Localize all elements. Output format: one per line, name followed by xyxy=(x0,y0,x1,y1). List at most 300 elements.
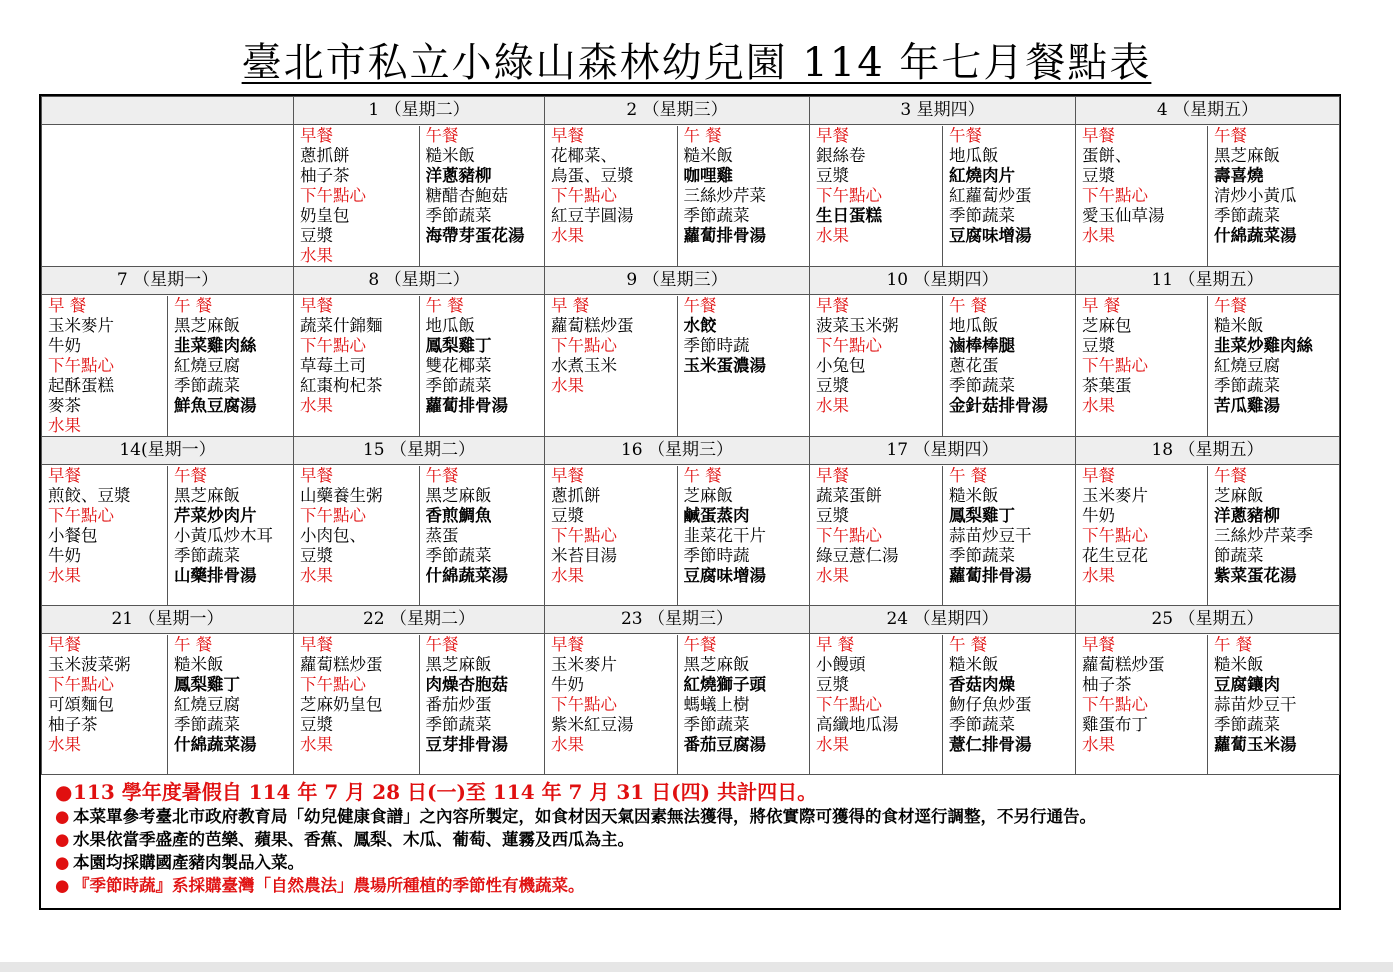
meal-item: 柚子茶 xyxy=(300,166,350,185)
meal-item: 番茄炒蛋 xyxy=(425,695,492,714)
lunch-column xyxy=(426,126,545,266)
meal-item: 午 餐 xyxy=(425,296,464,315)
day-header: 16 （星期三） xyxy=(545,437,810,465)
meal-item: 韭菜雞肉絲 xyxy=(174,336,257,355)
note-text: 113 學年度暑假自 114 年 7 月 28 日(一)至 114 年 7 月 31 日(四) 共計四日。 xyxy=(73,780,818,804)
meal-item: 午餐 xyxy=(683,635,717,654)
meal-item: 下午點心 xyxy=(1082,526,1148,545)
meal-item: 季節蔬菜 xyxy=(174,546,240,565)
meal-item: 紫米紅豆湯 xyxy=(551,715,634,734)
day-header: 10 （星期四） xyxy=(810,267,1076,295)
meal-item: 季節蔬菜 xyxy=(1214,206,1280,225)
meal-item: 鳥蛋、豆漿 xyxy=(551,166,634,185)
day-meals xyxy=(294,465,545,606)
meal-item: 黑芝麻飯 xyxy=(1214,146,1280,165)
meal-item: 什綿蔬菜湯 xyxy=(1214,226,1297,245)
meal-item: 牛奶 xyxy=(551,675,584,694)
meal-item: 下午點心 xyxy=(816,336,882,355)
meal-item: 水果 xyxy=(1082,735,1115,754)
meal-item: 蘿蔔糕炒蛋 xyxy=(300,655,383,674)
meal-item: 蒸蛋 xyxy=(425,526,459,545)
meal-item: 季節蔬菜 xyxy=(949,546,1015,565)
day-meals xyxy=(810,634,1076,775)
note-text: 本菜單參考臺北市政府教育局「幼兒健康食譜」之內容所製定，如食材因天氣因素無法獲得，將依實際可獲得的食材逕行調整，不另行通告。 xyxy=(73,807,1096,826)
meal-item: 水果 xyxy=(816,566,849,585)
lunch-column xyxy=(1214,635,1339,774)
meal-item: 蘿蔔排骨湯 xyxy=(949,566,1032,585)
day-meals xyxy=(294,295,545,437)
meal-item: 黑芝麻飯 xyxy=(425,655,492,674)
meal-item: 香煎鯛魚 xyxy=(425,506,492,525)
lunch-column xyxy=(174,296,293,436)
breakfast-snack-column xyxy=(551,466,678,605)
breakfast-snack-column xyxy=(816,466,943,605)
bullet-icon: ● xyxy=(55,780,73,804)
meal-item: 午 餐 xyxy=(683,466,722,485)
meal-item: 下午點心 xyxy=(300,506,366,525)
meal-item: 黑芝麻飯 xyxy=(683,655,750,674)
meal-item: 山藥養生粥 xyxy=(300,486,383,505)
meal-item: 水果 xyxy=(816,735,849,754)
day-meals xyxy=(810,465,1076,606)
meal-item: 午 餐 xyxy=(949,466,988,485)
meal-item: 午餐 xyxy=(683,296,717,315)
meal-item: 紅燒獅子頭 xyxy=(683,675,766,694)
meal-item: 什綿蔬菜湯 xyxy=(174,735,257,754)
meal-item: 下午點心 xyxy=(1082,695,1148,714)
meal-item: 雙花椰菜 xyxy=(425,356,492,375)
meal-item: 下午點心 xyxy=(816,526,882,545)
meal-item: 水果 xyxy=(1082,226,1115,245)
meal-item: 地瓜飯 xyxy=(949,316,999,335)
meal-item: 豆漿 xyxy=(551,506,584,525)
meal-item: 蘿蔔排骨湯 xyxy=(683,226,766,245)
meal-item: 小肉包、 xyxy=(300,526,366,545)
meal-item: 下午點心 xyxy=(300,186,366,205)
day-header: 8 （星期二） xyxy=(294,267,545,295)
meal-item: 豆漿 xyxy=(816,376,849,395)
meal-item: 芝麻包 xyxy=(1082,316,1132,335)
meal-item: 韭菜花干片 xyxy=(683,526,766,545)
meal-item: 豆芽排骨湯 xyxy=(425,735,508,754)
lunch-column xyxy=(174,466,293,605)
meal-item: 下午點心 xyxy=(551,695,617,714)
meal-item: 下午點心 xyxy=(1082,356,1148,375)
meal-item: 早餐 xyxy=(300,635,333,654)
meal-item: 早餐 xyxy=(551,635,584,654)
breakfast-snack-column xyxy=(300,296,420,436)
meal-item: 小饅頭 xyxy=(816,655,866,674)
meal-item: 糙米飯 xyxy=(949,655,999,674)
week-meal-row xyxy=(42,125,1340,267)
note-item xyxy=(49,779,1333,805)
meal-item: 早 餐 xyxy=(551,296,590,315)
meal-item: 香菇肉燥 xyxy=(949,675,1015,694)
meal-item: 銀絲卷 xyxy=(816,146,866,165)
breakfast-snack-column xyxy=(551,635,678,774)
lunch-column xyxy=(949,635,1075,774)
meal-item: 玉米蛋濃湯 xyxy=(683,356,766,375)
note-text: 本園均採購國產豬肉製品入菜。 xyxy=(73,853,304,872)
meal-item: 玉米菠菜粥 xyxy=(48,655,131,674)
breakfast-snack-column xyxy=(1082,296,1208,436)
meal-item: 茶葉蛋 xyxy=(1082,376,1132,395)
meal-item: 紅燒豆腐 xyxy=(1214,356,1280,375)
meal-item: 季節蔬菜 xyxy=(425,546,492,565)
meal-item: 壽喜燒 xyxy=(1214,166,1264,185)
bullet-icon: ● xyxy=(55,830,70,849)
meal-item: 蘿蔔玉米湯 xyxy=(1214,735,1297,754)
meal-item: 草莓土司 xyxy=(300,356,366,375)
bullet-icon: ● xyxy=(55,807,70,826)
meal-item: 早 餐 xyxy=(816,635,855,654)
day-header: 18 （星期五） xyxy=(1076,437,1340,465)
day-meals xyxy=(545,295,810,437)
meal-item: 地瓜飯 xyxy=(949,146,999,165)
meal-item: 季節時蔬 xyxy=(683,546,750,565)
meal-item: 鹹蛋蒸肉 xyxy=(683,506,750,525)
meal-item: 螞蟻上樹 xyxy=(683,695,750,714)
meal-item: 蘿蔔糕炒蛋 xyxy=(551,316,634,335)
meal-item: 紫菜蛋花湯 xyxy=(1214,566,1297,585)
meal-item: 鳳梨雞丁 xyxy=(174,675,240,694)
meal-item: 糙米飯 xyxy=(1214,316,1264,335)
meal-item: 薏仁排骨湯 xyxy=(949,735,1032,754)
lunch-column xyxy=(1214,296,1339,436)
meal-item: 小餐包 xyxy=(48,526,98,545)
meal-item: 紅燒肉片 xyxy=(949,166,1015,185)
day-meals xyxy=(810,125,1076,267)
meal-item: 芹菜炒肉片 xyxy=(174,506,257,525)
meal-item: 午 餐 xyxy=(949,296,988,315)
day-header: 23 （星期三） xyxy=(545,606,810,634)
meal-item: 豆腐味增湯 xyxy=(683,566,766,585)
meal-item: 季節蔬菜 xyxy=(174,715,240,734)
meal-item: 蒜苗炒豆干 xyxy=(1214,695,1297,714)
meal-item: 菠菜玉米粥 xyxy=(816,316,899,335)
lunch-column xyxy=(426,296,545,436)
meal-item: 紅燒豆腐 xyxy=(174,356,240,375)
meal-item: 早餐 xyxy=(816,126,849,145)
note-item xyxy=(49,828,1333,851)
meal-item: 牛奶 xyxy=(1082,506,1115,525)
meal-item: 午 餐 xyxy=(683,126,722,145)
meal-item: 豆漿 xyxy=(1082,166,1115,185)
meal-item: 紅蘿蔔炒蛋 xyxy=(949,186,1032,205)
meal-item: 肉燥杏胞菇 xyxy=(425,675,508,694)
week-header-row xyxy=(42,97,1340,125)
week-header-row xyxy=(42,267,1340,295)
day-meals xyxy=(42,465,294,606)
day-meals xyxy=(294,634,545,775)
day-meals xyxy=(545,125,810,267)
empty-header-cell xyxy=(42,97,294,125)
meal-item: 節蔬菜 xyxy=(1214,546,1264,565)
meal-item: 海帶芽蛋花湯 xyxy=(425,226,525,245)
meal-item: 午餐 xyxy=(174,466,207,485)
week-header-row xyxy=(42,437,1340,465)
meal-item: 午餐 xyxy=(1214,296,1247,315)
meal-item: 下午點心 xyxy=(300,336,366,355)
meal-item: 芝麻飯 xyxy=(683,486,733,505)
day-meals xyxy=(1076,465,1340,606)
day-header: 7 （星期一） xyxy=(42,267,294,295)
day-meals xyxy=(1076,125,1340,267)
meal-item: 季節蔬菜 xyxy=(683,715,750,734)
breakfast-snack-column xyxy=(551,296,678,436)
meal-item: 豆漿 xyxy=(300,226,333,245)
meal-item: 水果 xyxy=(300,396,333,415)
meal-item: 早餐 xyxy=(551,126,584,145)
meal-item: 鮮魚豆腐湯 xyxy=(174,396,257,415)
meal-item: 水果 xyxy=(551,226,584,245)
breakfast-snack-column xyxy=(816,126,943,266)
meal-item: 季節時蔬 xyxy=(683,336,750,355)
meal-item: 早餐 xyxy=(1082,126,1115,145)
meal-item: 玉米麥片 xyxy=(48,316,114,335)
breakfast-snack-column xyxy=(300,466,420,605)
day-meals xyxy=(545,634,810,775)
meal-item: 季節蔬菜 xyxy=(425,715,492,734)
meal-item: 糙米飯 xyxy=(1214,655,1264,674)
meal-item: 芝麻飯 xyxy=(1214,486,1264,505)
meal-item: 蒜苗炒豆干 xyxy=(949,526,1032,545)
meal-item: 季節蔬菜 xyxy=(1214,376,1280,395)
meal-table xyxy=(41,96,1340,775)
meal-item: 季節蔬菜 xyxy=(174,376,240,395)
week-meal-row xyxy=(42,465,1340,606)
meal-item: 季節蔬菜 xyxy=(683,206,750,225)
meal-item: 早餐 xyxy=(816,296,849,315)
meal-item: 洋蔥豬柳 xyxy=(425,166,492,185)
meal-item: 豆漿 xyxy=(300,546,333,565)
meal-item: 紅棗枸杞茶 xyxy=(300,376,383,395)
meal-item: 下午點心 xyxy=(48,675,114,694)
lunch-column xyxy=(949,126,1075,266)
meal-item: 紅豆芋圓湯 xyxy=(551,206,634,225)
meal-item: 糙米飯 xyxy=(683,146,733,165)
week-meal-row xyxy=(42,634,1340,775)
lunch-column xyxy=(684,296,810,436)
meal-item: 下午點心 xyxy=(48,506,114,525)
meal-item: 下午點心 xyxy=(300,675,366,694)
meal-item: 水果 xyxy=(551,735,584,754)
breakfast-snack-column xyxy=(816,296,943,436)
meal-item: 豆漿 xyxy=(816,166,849,185)
meal-item: 水果 xyxy=(300,246,333,265)
meal-item: 黑芝麻飯 xyxy=(174,316,240,335)
note-text: 『季節時蔬』系採購臺灣「自然農法」農場所種植的季節性有機蔬菜。 xyxy=(73,876,585,895)
page-bottom-strip xyxy=(0,962,1393,972)
meal-item: 蔬菜蛋餅 xyxy=(816,486,882,505)
meal-item: 豆漿 xyxy=(816,675,849,694)
meal-item: 玉米麥片 xyxy=(551,655,617,674)
meal-item: 奶皇包 xyxy=(300,206,350,225)
meal-item: 紅燒豆腐 xyxy=(174,695,240,714)
meal-item: 金針菇排骨湯 xyxy=(949,396,1048,415)
meal-item: 雞蛋布丁 xyxy=(1082,715,1148,734)
lunch-column xyxy=(426,466,545,605)
meal-item: 小兔包 xyxy=(816,356,866,375)
meal-item: 早 餐 xyxy=(48,296,87,315)
meal-item: 水果 xyxy=(551,566,584,585)
meal-item: 咖哩雞 xyxy=(683,166,733,185)
bullet-icon: ● xyxy=(55,853,70,872)
meal-item: 鳳梨雞丁 xyxy=(949,506,1015,525)
meal-item: 午 餐 xyxy=(1214,635,1253,654)
meal-item: 韭菜炒雞肉絲 xyxy=(1214,336,1313,355)
meal-item: 季節蔬菜 xyxy=(425,206,492,225)
note-item xyxy=(49,851,1333,874)
meal-item: 早餐 xyxy=(300,466,333,485)
day-header: 24 （星期四） xyxy=(810,606,1076,634)
breakfast-snack-column xyxy=(1082,466,1208,605)
lunch-column xyxy=(949,466,1075,605)
meal-item: 早餐 xyxy=(551,466,584,485)
breakfast-snack-column xyxy=(1082,635,1208,774)
meal-item: 下午點心 xyxy=(816,695,882,714)
meal-item: 糙米飯 xyxy=(425,146,475,165)
breakfast-snack-column xyxy=(551,126,678,266)
meal-item: 早餐 xyxy=(48,466,81,485)
day-meals xyxy=(42,634,294,775)
meal-item: 水果 xyxy=(816,396,849,415)
meal-item: 下午點心 xyxy=(551,186,617,205)
breakfast-snack-column xyxy=(48,466,168,605)
day-meals xyxy=(42,295,294,437)
breakfast-snack-column xyxy=(48,635,168,774)
meal-item: 水餃 xyxy=(683,316,717,335)
meal-item: 水果 xyxy=(551,376,584,395)
meal-item: 蔥花蛋 xyxy=(949,356,999,375)
meal-item: 午 餐 xyxy=(174,296,213,315)
meal-item: 玉米麥片 xyxy=(1082,486,1148,505)
meal-item: 豆漿 xyxy=(1082,336,1115,355)
meal-item: 水果 xyxy=(300,566,333,585)
note-item xyxy=(49,805,1333,828)
meal-item: 柚子茶 xyxy=(48,715,98,734)
meal-item: 水果 xyxy=(300,735,333,754)
page-title: 臺北市私立小綠山森林幼兒園 114 年七月餐點表 xyxy=(241,40,1152,86)
meal-item: 午餐 xyxy=(425,466,459,485)
meal-item: 水果 xyxy=(48,416,81,435)
day-header: 22 （星期二） xyxy=(294,606,545,634)
lunch-column xyxy=(684,466,810,605)
day-header: 25 （星期五） xyxy=(1076,606,1340,634)
meal-item: 鳳梨雞丁 xyxy=(425,336,492,355)
day-header: 21 （星期一） xyxy=(42,606,294,634)
meal-item: 起酥蛋糕 xyxy=(48,376,114,395)
meal-item: 生日蛋糕 xyxy=(816,206,882,225)
meal-item: 水果 xyxy=(1082,566,1115,585)
meal-item: 花生豆花 xyxy=(1082,546,1148,565)
day-meals xyxy=(545,465,810,606)
meal-item: 煎餃、豆漿 xyxy=(48,486,131,505)
day-meals xyxy=(810,295,1076,437)
day-header: 17 （星期四） xyxy=(810,437,1076,465)
meal-item: 三絲炒芹菜 xyxy=(683,186,766,205)
lunch-column xyxy=(949,296,1075,436)
day-meals xyxy=(294,125,545,267)
meal-item: 黑芝麻飯 xyxy=(425,486,492,505)
meal-item: 午餐 xyxy=(425,635,459,654)
meal-item: 水果 xyxy=(1082,396,1115,415)
meal-item: 豆漿 xyxy=(816,506,849,525)
meal-item: 花椰菜、 xyxy=(551,146,617,165)
meal-item: 蘿蔔糕炒蛋 xyxy=(1082,655,1165,674)
meal-item: 蛋餅、 xyxy=(1082,146,1132,165)
lunch-column xyxy=(174,635,293,774)
day-meals xyxy=(1076,634,1340,775)
meal-item: 米苔目湯 xyxy=(551,546,617,565)
meal-item: 地瓜飯 xyxy=(425,316,475,335)
meal-item: 下午點心 xyxy=(48,356,114,375)
menu-sheet xyxy=(39,94,1341,910)
meal-item: 蔥抓餅 xyxy=(551,486,601,505)
meal-item: 水果 xyxy=(816,226,849,245)
lunch-column xyxy=(684,126,810,266)
meal-item: 清炒小黃瓜 xyxy=(1214,186,1297,205)
note-item xyxy=(49,874,1333,897)
meal-item: 水果 xyxy=(48,566,81,585)
meal-item: 季節蔬菜 xyxy=(949,715,1015,734)
meal-item: 季節蔬菜 xyxy=(949,206,1015,225)
meal-item: 下午點心 xyxy=(1082,186,1148,205)
day-header: 15 （星期二） xyxy=(294,437,545,465)
meal-item: 三絲炒芹菜季 xyxy=(1214,526,1313,545)
meal-item: 下午點心 xyxy=(551,336,617,355)
meal-item: 苦瓜雞湯 xyxy=(1214,396,1280,415)
meal-item: 糖醋杏鮑菇 xyxy=(425,186,508,205)
meal-item: 水果 xyxy=(48,735,81,754)
meal-item: 黑芝麻飯 xyxy=(174,486,240,505)
meal-item: 季節蔬菜 xyxy=(949,376,1015,395)
meal-item: 下午點心 xyxy=(551,526,617,545)
meal-item: 綠豆薏仁湯 xyxy=(816,546,899,565)
meal-item: 小黃瓜炒木耳 xyxy=(174,526,273,545)
breakfast-snack-column xyxy=(300,126,420,266)
bullet-icon: ● xyxy=(55,876,70,895)
meal-item: 蔬菜什錦麵 xyxy=(300,316,383,335)
notes-section xyxy=(41,775,1339,897)
meal-item: 滷棒棒腿 xyxy=(949,336,1015,355)
meal-item: 午餐 xyxy=(1214,126,1247,145)
meal-item: 豆腐鑲肉 xyxy=(1214,675,1280,694)
note-text: 水果依當季盛產的芭樂、蘋果、香蕉、鳳梨、木瓜、葡萄、蓮霧及西瓜為主。 xyxy=(73,830,634,849)
meal-item: 早餐 xyxy=(48,635,81,654)
meal-item: 早餐 xyxy=(300,296,333,315)
lunch-column xyxy=(426,635,545,774)
meal-item: 糙米飯 xyxy=(949,486,999,505)
meal-item: 早餐 xyxy=(816,466,849,485)
meal-item: 午 餐 xyxy=(174,635,213,654)
meal-item: 牛奶 xyxy=(48,546,81,565)
day-header: 4 （星期五） xyxy=(1076,97,1340,125)
meal-item: 早餐 xyxy=(1082,466,1115,485)
meal-item: 山藥排骨湯 xyxy=(174,566,257,585)
meal-item: 季節蔬菜 xyxy=(1214,715,1280,734)
lunch-column xyxy=(684,635,810,774)
meal-item: 什綿蔬菜湯 xyxy=(425,566,508,585)
meal-item: 季節蔬菜 xyxy=(425,376,492,395)
meal-item: 柚子茶 xyxy=(1082,675,1132,694)
meal-item: 魩仔魚炒蛋 xyxy=(949,695,1032,714)
meal-item: 番茄豆腐湯 xyxy=(683,735,766,754)
meal-item: 豆漿 xyxy=(300,715,333,734)
day-header: 2 （星期三） xyxy=(545,97,810,125)
meal-item: 牛奶 xyxy=(48,336,81,355)
day-header: 9 （星期三） xyxy=(545,267,810,295)
